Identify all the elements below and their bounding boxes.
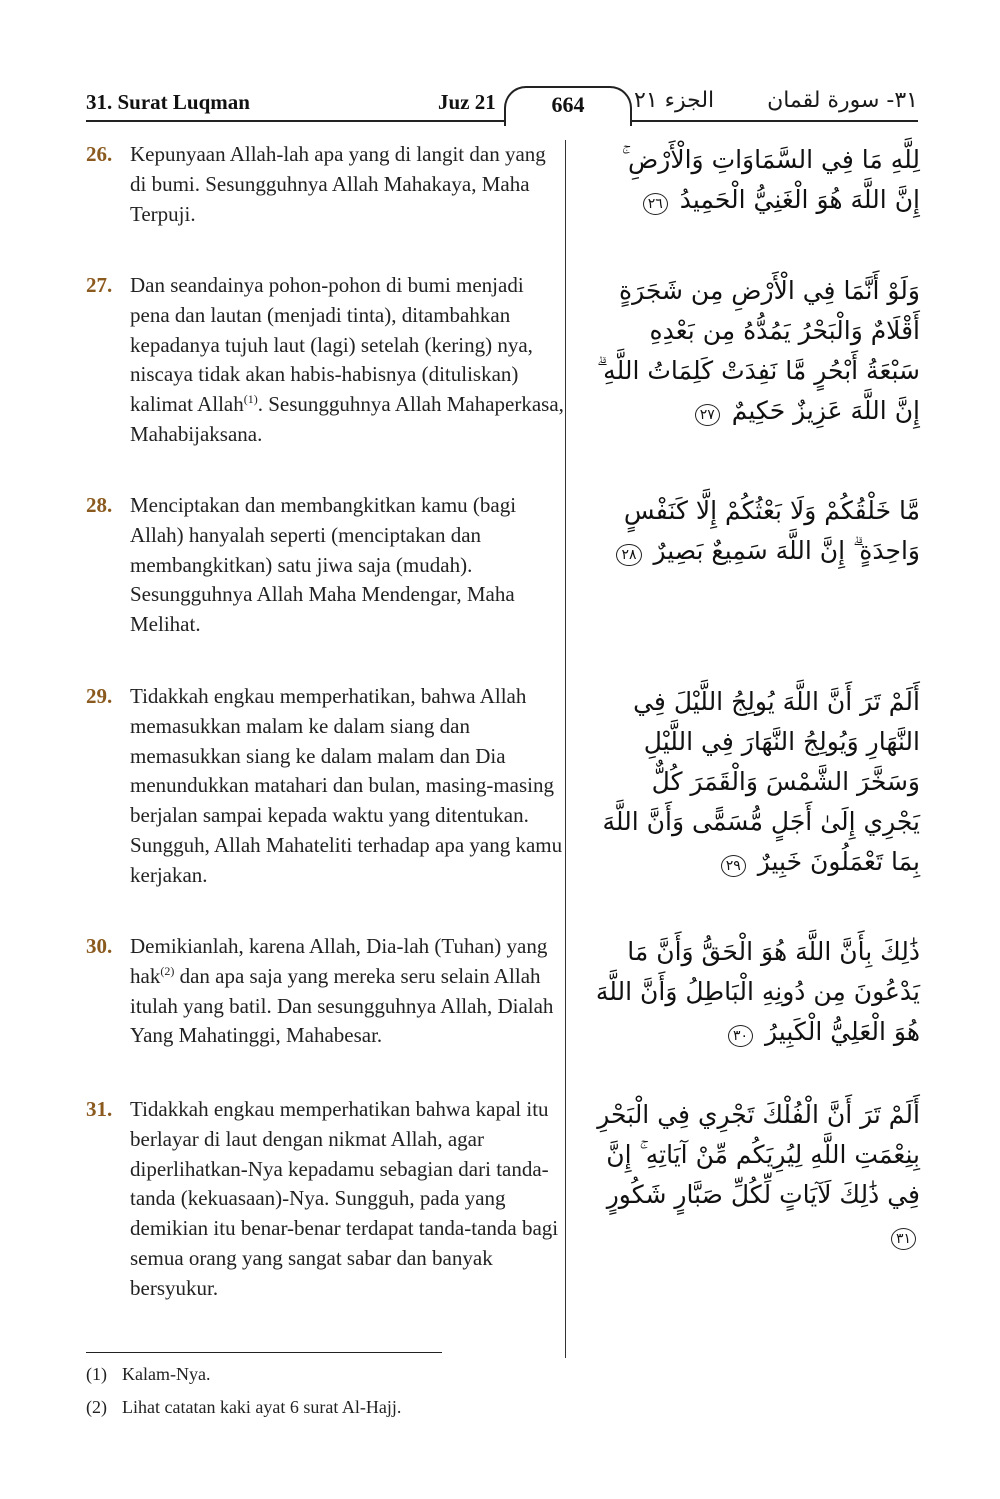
surah-title-latin: 31. Surat Luqman	[86, 90, 250, 114]
verse-translation	[86, 1095, 566, 1304]
footnote-number: (1)	[86, 1364, 107, 1384]
verse-text: Tidakkah engkau memperhatikan bahwa kapal itu berlayar di laut dengan nikmat Allah, agar diperlihatkan-Nya kepadamu sebagian dari tanda-tanda (kekuasaan)-Nya. Sungguh, pada yang demikian itu benar-benar terdapat tanda-tanda bagi semua orang yang sangat sabar dan banyak bersyukur.	[130, 1097, 559, 1300]
ayah-end-mark: ٣١	[891, 1228, 916, 1250]
verse-arabic	[590, 271, 920, 431]
verse-arabic	[590, 682, 920, 882]
verse-arabic	[590, 491, 920, 571]
arabic-text: أَلَمْ تَرَ أَنَّ اللَّهَ يُولِجُ اللَّيْلَ فِي النَّهَارِ وَيُولِجُ النَّهَارَ فِي اللَّيْلِ وَسَخَّرَ الشَّمْسَ وَالْقَمَرَ كُلٌّ يَجْرِي إِلَىٰ أَجَلٍ مُّسَمًّى وَأَنَّ اللَّهَ بِمَا تَعْمَلُونَ خَبِيرٌ	[602, 687, 920, 876]
ayah-end-mark: ٣٠	[728, 1025, 753, 1047]
ayah-end-mark: ٢٩	[721, 855, 746, 877]
page-header	[86, 86, 918, 126]
verse-translation	[86, 932, 566, 1051]
verse-arabic	[590, 140, 920, 220]
verse-number: 31.	[86, 1097, 113, 1121]
footnote	[86, 1397, 401, 1418]
footnote-reference[interactable]: (1)	[243, 392, 258, 407]
verse-translation	[86, 140, 566, 229]
verse-text: Tidakkah engkau memperhatikan, bahwa Allah memasukkan malam ke dalam siang dan memasukkan siang ke dalam malam dan Dia menundukkan matahari dan bulan, masing-masing berjalan sampai kepada waktu yang ditentukan. Sungguh, Allah Mahateliti terhadap apa yang kamu kerjakan.	[130, 684, 563, 887]
footnote-number: (2)	[86, 1397, 107, 1417]
verse-number: 27.	[86, 273, 113, 297]
verse-number: 30.	[86, 934, 113, 958]
verse-translation	[86, 271, 566, 450]
verse-text: Dan seandainya pohon-pohon di bumi menjadi pena dan lautan (menjadi tinta), ditambahkan kepadanya tujuh laut (lagi) setelah (kering) nya, niscaya tidak akan habis-habisnya (dituliskan) kalimat Allah	[130, 273, 533, 417]
verse-text: dan apa saja yang mereka seru selain Allah itulah yang batil. Dan sesungguhnya Allah, Dialah Yang Mahatinggi, Mahabesar.	[130, 963, 554, 1048]
verse-text: Demikianlah, karena Allah, Dia-lah (Tuhan) yang hak	[130, 934, 548, 988]
header-rule	[86, 120, 918, 122]
verse-number: 29.	[86, 684, 113, 708]
juz-label-latin: Juz 21	[438, 90, 496, 114]
ayah-end-mark: ٢٧	[695, 404, 720, 426]
verse-text: Kepunyaan Allah-lah apa yang di langit dan yang di bumi. Sesungguhnya Allah Mahakaya, Maha Terpuji.	[130, 142, 546, 226]
surah-title-arabic: ٣١- سورة لقمان	[767, 88, 918, 113]
footnote	[86, 1364, 210, 1385]
ayah-end-mark: ٢٨	[616, 544, 641, 566]
footnote-reference[interactable]: (2)	[160, 963, 175, 978]
verse-number: 28.	[86, 493, 113, 517]
verse-translation	[86, 682, 566, 891]
arabic-text: أَلَمْ تَرَ أَنَّ الْفُلْكَ تَجْرِي فِي الْبَحْرِ بِنِعْمَتِ اللَّهِ لِيُرِيَكُم مِّنْ آيَاتِهِ ۚ إِنَّ فِي ذَٰلِكَ لَآيَاتٍ لِّكُلِّ صَبَّارٍ شَكُورٍ	[597, 1100, 920, 1209]
footnote-text: Lihat catatan kaki ayat 6 surat Al-Hajj.	[122, 1397, 402, 1417]
arabic-text: وَلَوْ أَنَّمَا فِي الْأَرْضِ مِن شَجَرَةٍ أَقْلَامٌ وَالْبَحْرُ يَمُدُّهُ مِن بَعْدِهِ سَبْعَةُ أَبْحُرٍ مَّا نَفِدَتْ كَلِمَاتُ اللَّهِ ۗ إِنَّ اللَّهَ عَزِيزٌ حَكِيمٌ	[596, 276, 920, 425]
verse-translation	[86, 491, 566, 640]
arabic-text: ذَٰلِكَ بِأَنَّ اللَّهَ هُوَ الْحَقُّ وَأَنَّ مَا يَدْعُونَ مِن دُونِهِ الْبَاطِلُ وَأَنَّ اللَّهَ هُوَ الْعَلِيُّ الْكَبِيرُ	[595, 937, 920, 1046]
page-number: 664	[551, 92, 585, 117]
verse-number: 26.	[86, 142, 113, 166]
verse-arabic	[590, 1095, 920, 1255]
arabic-text: لِلَّهِ مَا فِي السَّمَاوَاتِ وَالْأَرْضِ ۚ إِنَّ اللَّهَ هُوَ الْغَنِيُّ الْحَمِيدُ	[621, 145, 920, 214]
footnote-rule	[86, 1352, 442, 1353]
verse-text: . Sesungguhnya Allah Mahaperkasa, Mahabijaksana.	[130, 392, 564, 446]
juz-label-arabic: الجزء ٢١	[634, 88, 715, 113]
ayah-end-mark: ٢٦	[643, 193, 668, 215]
arabic-text: مَّا خَلْقُكُمْ وَلَا بَعْثُكُمْ إِلَّا كَنَفْسٍ وَاحِدَةٍ ۗ إِنَّ اللَّهَ سَمِيعٌ بَصِيرٌ	[623, 496, 920, 565]
verse-text: Menciptakan dan membangkitkan kamu (bagi Allah) hanyalah seperti (menciptakan dan membangkitkan) satu jiwa saja (mudah). Sesungguhnya Allah Maha Mendengar, Maha Melihat.	[130, 493, 517, 637]
verse-arabic	[590, 932, 920, 1052]
footnote-text: Kalam-Nya.	[122, 1364, 211, 1384]
